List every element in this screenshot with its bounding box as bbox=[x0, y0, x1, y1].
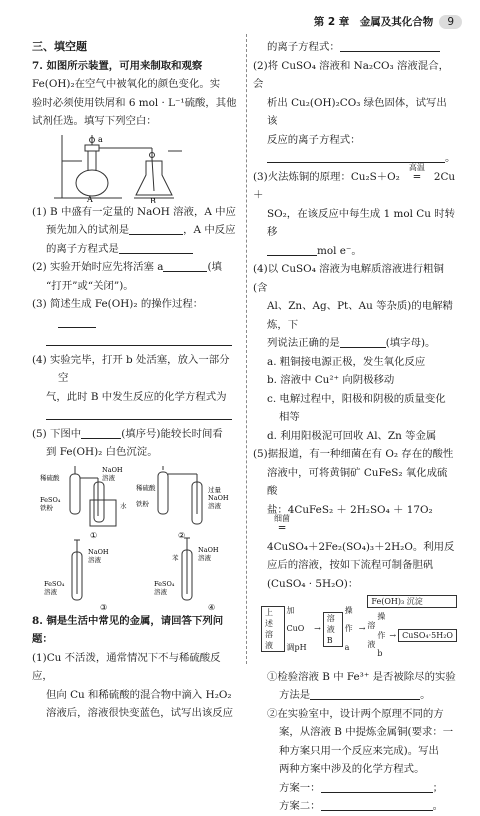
page-number: 9 bbox=[439, 15, 462, 29]
q8-part3-cont: SO₂，在该反应中每生成 1 mol Cu 时转移 bbox=[267, 207, 455, 238]
q8-part2-cont: 反应的离子方程式： bbox=[267, 133, 361, 146]
q7-part4: (4) 实验完毕，打开 b 处活塞，放入一部分空 bbox=[32, 353, 230, 384]
q8-part5-cont: (CuSO₄ · 5H₂O)： bbox=[267, 577, 359, 590]
section-title: 三、填空题 bbox=[32, 40, 87, 53]
q7-line: 验时必须使用铁屑和 6 mol · L⁻¹硫酸，其他 bbox=[32, 96, 237, 109]
q8-title: 8. 铜是生活中常见的金属，请回答下列问题： bbox=[32, 614, 224, 645]
chapter-title: 第 2 章 金属及其化合物 bbox=[313, 16, 434, 28]
q7-part1-cont: 的离子方程式是 bbox=[32, 240, 239, 259]
answer-blank[interactable] bbox=[119, 241, 193, 254]
scheme-two: 方案二： 。 bbox=[279, 800, 443, 812]
q8-part4: (4)以 CuSO₄ 溶液为电解质溶液进行粗铜(含 bbox=[253, 263, 444, 294]
page-header bbox=[314, 14, 462, 29]
q7-part1-cont: 预先加入的试剂是 ，A 中反应 bbox=[46, 224, 236, 236]
q8-part5-1-cont: 方法是 。 bbox=[279, 689, 431, 701]
q8-part5-2-cont: 案，从溶液 B 中提炼金属铜(要求：一 bbox=[279, 726, 454, 738]
q8-part2-cont: 。 bbox=[253, 149, 457, 168]
svg-text:稀硫酸: 稀硫酸 bbox=[40, 473, 60, 482]
answer-blank[interactable] bbox=[58, 315, 96, 328]
svg-text:溶液: 溶液 bbox=[88, 555, 101, 564]
svg-text:FeSO₄: FeSO₄ bbox=[44, 579, 65, 588]
right-column bbox=[253, 38, 457, 816]
q8-part1-cont: 但向 Cu 和稀硫酸的混合物中滴入 H₂O₂ bbox=[46, 688, 232, 701]
answer-blank[interactable] bbox=[163, 259, 207, 272]
option-c-cont: 相等 bbox=[279, 411, 300, 423]
q8-part4-cont: Al、Zn、Ag、Pt、Au 等杂质)的电解精炼，下 bbox=[267, 300, 453, 331]
answer-blank[interactable] bbox=[321, 780, 433, 793]
flask-b-label: B bbox=[150, 196, 156, 203]
q7-part5: (5) 下图中 (填序号)能较长时间看 bbox=[32, 427, 223, 440]
tube-options-figure bbox=[32, 462, 239, 612]
svg-text:溶液: 溶液 bbox=[198, 553, 211, 562]
q7-line: Fe(OH)₂在空气中被氧化的颜色变化。实 bbox=[32, 78, 221, 90]
q8-part3-cont: mol e⁻。 bbox=[253, 242, 457, 261]
q8-part2: (2)将 CuSO₄ 溶液和 Na₂CO₃ 溶液混合，会 bbox=[253, 59, 449, 90]
svg-text:溶液: 溶液 bbox=[208, 501, 221, 510]
q8-part5-cont: 溶液中，可将黄铜矿 CuFeS₂ 氧化成硫酸 bbox=[267, 466, 448, 497]
flask-a-label: A bbox=[87, 194, 93, 203]
stopcock-a-label: a bbox=[98, 134, 103, 144]
answer-blank[interactable] bbox=[46, 333, 232, 346]
q7-part3-cont bbox=[32, 332, 239, 351]
svg-text:溶液: 溶液 bbox=[154, 587, 167, 596]
svg-text:NaOH: NaOH bbox=[88, 547, 109, 556]
q7-line: 7. 如图所示装置，可用来制取和观察 bbox=[32, 59, 203, 72]
svg-text:苯: 苯 bbox=[172, 553, 179, 562]
q7-part4-cont bbox=[32, 406, 239, 425]
svg-text:①: ① bbox=[90, 530, 98, 540]
left-column bbox=[32, 38, 239, 723]
q8-part1-end: 的离子方程式： bbox=[253, 38, 457, 57]
q8-part1: (1)Cu 不活泼，通常情况下不与稀硫酸反应， bbox=[32, 651, 221, 682]
svg-text:溶液: 溶液 bbox=[44, 587, 57, 596]
answer-blank[interactable] bbox=[340, 335, 386, 348]
answer-blank[interactable] bbox=[81, 426, 121, 439]
q8-part5-cont: 应后的溶液，按如下流程可制备胆矾 bbox=[267, 559, 434, 571]
scheme-one: 方案一： ； bbox=[279, 781, 443, 794]
option-c: c. 电解过程中，阳极和阴极的质量变化 bbox=[267, 392, 446, 405]
q8-part5-cont: 盐：4CuFeS₂ ＋ 2H₂SO₄ ＋ 17O₂ 细菌 ═ bbox=[267, 503, 433, 534]
q8-part5-2-cont: 两种方案中涉及的化学方程式。 bbox=[279, 763, 425, 775]
q8-part2-cont: 析出 Cu₂(OH)₂CO₃ 绿色固体，试写出该 bbox=[267, 96, 447, 127]
svg-text:稀硫酸: 稀硫酸 bbox=[136, 483, 156, 492]
q7-part2: (2) 实验开始时应先将活塞 a (填 bbox=[32, 261, 222, 273]
apparatus-figure bbox=[32, 131, 239, 203]
q7-part3: (3) 简述生成 Fe(OH)₂ 的操作过程： bbox=[32, 295, 239, 332]
q8-part5-1: ①检验溶液 B 中 Fe³⁺ 是否被除尽的实验 bbox=[267, 670, 456, 683]
svg-text:水: 水 bbox=[120, 501, 127, 510]
option-a: a. 粗铜接电源正极，发生氧化反应 bbox=[267, 355, 426, 368]
answer-blank[interactable] bbox=[129, 222, 183, 235]
q7-part4-cont: 气，此时 B 中发生反应的化学方程式为 bbox=[46, 390, 227, 403]
q8-part3: (3)火法炼铜的原理：Cu₂S＋O₂ 高温 ═ 2Cu＋ bbox=[253, 162, 456, 201]
svg-text:FeSO₄: FeSO₄ bbox=[40, 495, 61, 504]
q7-part5-cont: 到 Fe(OH)₂ 白色沉淀。 bbox=[46, 446, 158, 458]
q8-part5-cont: 4CuSO₄＋2Fe₂(SO₄)₃＋2H₂O。利用反 bbox=[267, 540, 455, 553]
svg-text:铁粉: 铁粉 bbox=[40, 503, 53, 512]
svg-text:溶液: 溶液 bbox=[102, 473, 115, 482]
q8-part4-cont: 列说法正确的是 (填字母)。 bbox=[267, 337, 436, 349]
option-d: d. 利用阳极泥可回收 Al、Zn 等金属 bbox=[267, 429, 437, 442]
svg-text:过量: 过量 bbox=[208, 485, 221, 494]
q7-part2-cont: “打开”或“关闭”)。 bbox=[46, 279, 134, 292]
answer-blank[interactable] bbox=[340, 39, 440, 52]
svg-text:④: ④ bbox=[208, 602, 216, 612]
svg-text:NaOH: NaOH bbox=[208, 493, 229, 502]
process-flowchart: 上述溶液 加CuO 调pH → 溶液 B 操作a → Fe(OH)₃ 沉淀 溶液 操作b → CuSO₄·5H₂O bbox=[261, 595, 457, 664]
q8-part1-cont: 溶液后，溶液很快变蓝色，试写出该反应 bbox=[46, 707, 234, 719]
q7-line: 试剂任选。填写下列空白： bbox=[32, 115, 157, 127]
answer-blank[interactable] bbox=[267, 243, 317, 256]
q7-part1: (1) B 中盛有一定量的 NaOH 溶液，A 中应 bbox=[32, 205, 236, 218]
q8-part5-2-cont: 种方案只用一个反应来完成)。写出 bbox=[279, 744, 439, 757]
answer-blank[interactable] bbox=[310, 687, 420, 700]
q8-part5-2: ②在实验室中，设计两个原理不同的方 bbox=[267, 707, 444, 720]
svg-text:NaOH: NaOH bbox=[102, 465, 123, 474]
q8-part5: (5)据报道，有一种细菌在有 O₂ 存在的酸性 bbox=[253, 448, 454, 460]
answer-blank[interactable] bbox=[46, 407, 232, 420]
option-b: b. 溶液中 Cu²⁺ 向阴极移动 bbox=[267, 374, 395, 386]
answer-blank[interactable] bbox=[321, 798, 433, 811]
svg-text:②: ② bbox=[178, 530, 186, 540]
svg-text:NaOH: NaOH bbox=[198, 545, 219, 554]
svg-text:FeSO₄: FeSO₄ bbox=[154, 579, 175, 588]
svg-text:铁粉: 铁粉 bbox=[136, 499, 149, 508]
column-divider bbox=[246, 34, 247, 664]
svg-text:③: ③ bbox=[100, 602, 108, 612]
